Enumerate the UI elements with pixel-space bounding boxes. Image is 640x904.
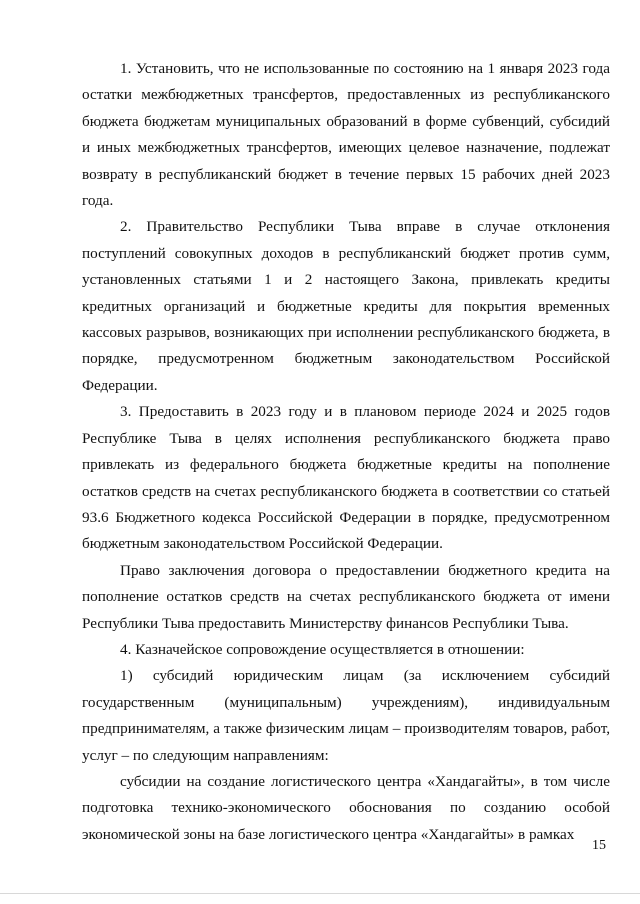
page-number: 15 <box>592 838 606 853</box>
paragraph-4: Право заключения договора о предоставлении бюджетного кредита на пополнение остатков средств на счетах республиканского бюджета от имени Республики Тыва предоставить Министерству финансов Республики Тыва. <box>82 561 610 632</box>
paragraph-6: 1) субсидий юридическим лицам (за исключением субсидий государственным (муниципальным) учреждениям), индивидуальным предпринимателям, а также физическим лицам – производителям товаров, работ, услуг – по следующим направлениям: <box>82 667 610 764</box>
paragraph-3: 3. Предоставить в 2023 году и в плановом периоде 2024 и 2025 годов Республике Тыва в целях исполнения республиканского бюджета право привлекать из федерального бюджета бюджетные кредиты на пополнение остатков средств на счетах республиканского бюджета в соответствии со статьей 93.6 Бюджетного кодекса Российской Федерации в порядке, предусмотренном бюджетным законодательством Российской Федерации. <box>82 403 610 553</box>
document-body <box>82 56 610 848</box>
paragraph-2: 2. Правительство Республики Тыва вправе в случае отклонения поступлений совокупных доходов в республиканский бюджет против сумм, установленных статьями 1 и 2 настоящего Закона, привлекать кредиты кредитных организаций и бюджетные кредиты для покрытия временных кассовых разрывов, возникающих при исполнении республиканского бюджета, в порядке, предусмотренном бюджетным законодательством Российской Федерации. <box>82 218 610 394</box>
paragraph-7: субсидии на создание логистического центра «Хандагайты», в том числе подготовка технико-экономического обоснования по созданию особой экономической зоны на базе логистического центра «Хандагайты» в рамках <box>82 772 610 843</box>
page-bottom-edge <box>0 893 640 894</box>
paragraph-5: 4. Казначейское сопровождение осуществляется в отношении: <box>120 640 525 658</box>
paragraph-1: 1. Установить, что не использованные по состоянию на 1 января 2023 года остатки межбюджетных трансфертов, предоставленных из республиканского бюджета бюджетам муниципальных образований в форме субвенций, субсидий и иных межбюджетных трансфертов, имеющих целевое назначение, подлежат возврату в республиканский бюджет в течение первых 15 рабочих дней 2023 года. <box>82 60 610 210</box>
